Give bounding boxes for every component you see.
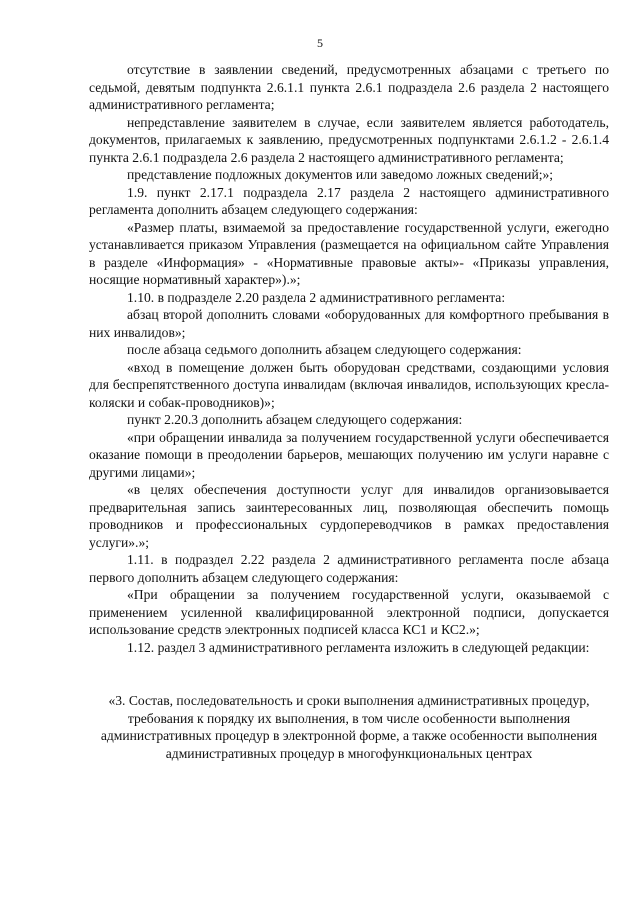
- paragraph: 1.9. пункт 2.17.1 подраздела 2.17 раздела 2 настоящего административного регламента дополнить абзацем следующего содержания:: [89, 184, 609, 217]
- paragraph: «Размер платы, взимаемой за предоставление государственной услуги, ежегодно устанавливается приказом Управления (размещается на официальном сайте Управления в разделе «Информация» - «Нормативные правовые акты»- «Приказы управления, носящие нормативный характер»).»;: [89, 219, 609, 287]
- paragraph: 1.12. раздел 3 административного регламента изложить в следующей редакции:: [127, 639, 590, 655]
- paragraph: абзац второй дополнить словами «оборудованных для комфортного пребывания в них инвалидов»;: [89, 307, 609, 340]
- paragraph: «при обращении инвалида за получением государственной услуги обеспечивается оказание помощи в преодолении барьеров, мешающих получению им услуги наравне с другими лицами»;: [89, 429, 609, 480]
- page-number: 5: [317, 36, 323, 50]
- paragraph: «в целях обеспечения доступности услуг для инвалидов организовывается предварительная запись заинтересованных лиц, позволяющая обеспечить помощь проводников и профессиональных сурдопереводчиков в рамках предоставления услуги».»;: [89, 482, 609, 550]
- paragraph: 1.10. в подразделе 2.20 раздела 2 административного регламента:: [127, 289, 506, 305]
- paragraph: пункт 2.20.3 дополнить абзацем следующего содержания:: [127, 412, 463, 427]
- paragraph: отсутствие в заявлении сведений, предусмотренных абзацами с третьего по седьмой, девятым подпункта 2.6.1.1 пункта 2.6.1 подраздела 2.6 раздела 2 настоящего административного регламента;: [89, 62, 609, 112]
- paragraph: «При обращении за получением государственной услуги, оказываемой с применением усиленной квалифицированной электронной подписи, допускается использование средств электронных подписей класса КС1 и КС2.»;: [89, 587, 609, 637]
- section-heading: «3. Состав, последовательность и сроки выполнения административных процедур, требования к порядку их выполнения, в том числе особенности выполнения административных процедур в электронной форме, а также особенности выполнения административных процедур в многофункциональных центрах: [100, 693, 598, 761]
- paragraph: представление подложных документов или заведомо ложных сведений;»;: [127, 167, 554, 182]
- paragraph: 1.11. в подраздел 2.22 раздела 2 административного регламента после абзаца первого дополнить абзацем следующего содержания:: [89, 552, 609, 585]
- document-body: [89, 61, 609, 656]
- paragraph: непредставление заявителем в случае, если заявителем является работодатель, документов, прилагаемых к заявлению, предусмотренных подпунктами 2.6.1.2 - 2.6.1.4 пункта 2.6.1 подраздела 2.6 раздела 2 настоящего административного регламента;: [89, 114, 609, 165]
- paragraph: после абзаца седьмого дополнить абзацем следующего содержания:: [127, 342, 522, 357]
- paragraph: «вход в помещение должен быть оборудован средствами, создающими условия для беспрепятственного доступа инвалидам (включая инвалидов, использующих кресла-коляски и собак-проводников)»;: [89, 359, 609, 410]
